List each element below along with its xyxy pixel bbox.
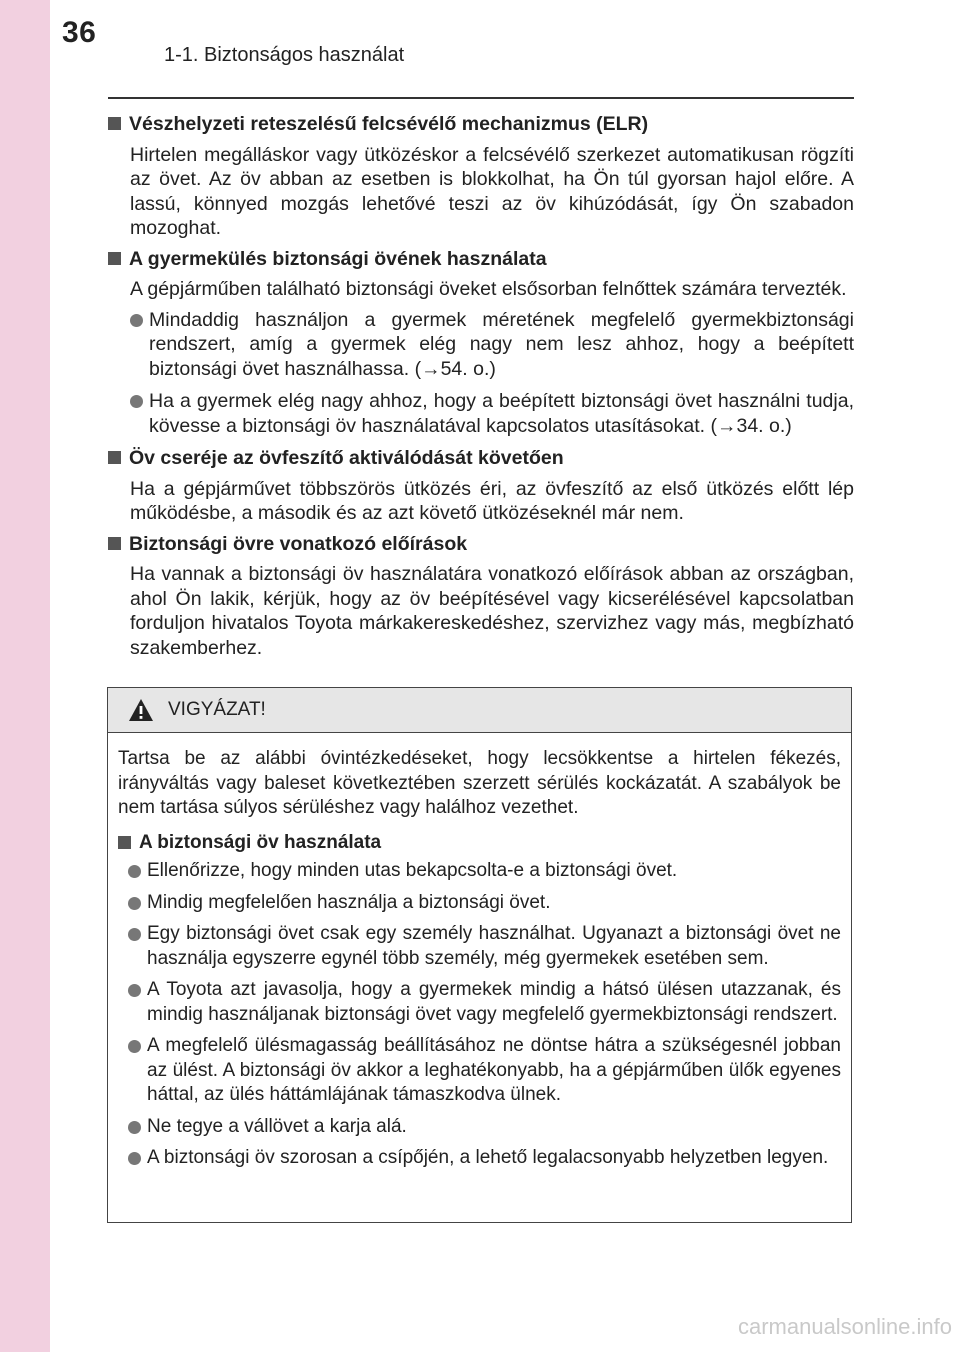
square-marker-icon	[108, 252, 121, 265]
square-marker-icon	[118, 836, 131, 849]
list-item	[130, 389, 854, 438]
square-marker-icon	[108, 117, 121, 130]
section-body: Ha a gépjárművet többszörös ütközés éri, az övfeszítő az első ütközés előtt lép működésbe, a második és az azt követő ütközéseknél már nem.	[130, 477, 854, 524]
list-item	[128, 891, 841, 916]
heading-text: A gyermekülés biztonsági övének használata	[129, 247, 547, 270]
section-heading	[108, 446, 854, 471]
section-body: Hirtelen megálláskor vagy ütközéskor a felcsévélő szerkezet automatikusan rögzíti az övet. Az öv abban az esetben is blokkolhat, ha Ön túl gyorsan hajol előre. A lassú, könnyed mozgás lehetővé teszi az öv kihúzódását, így Ön szabadon mozoghat.	[130, 143, 854, 239]
bullet-dot-icon	[130, 314, 143, 327]
section-heading	[108, 532, 854, 557]
section-heading	[108, 112, 854, 137]
list-item-text: Egy biztonsági övet csak egy személy használhat. Ugyanazt a biztonsági övet ne használja egyszerre egynél több személy, még gyermekek esetében sem.	[147, 923, 841, 969]
heading-text: A biztonsági öv használata	[139, 831, 382, 853]
list-item	[130, 308, 854, 382]
bullet-dot-icon	[130, 395, 143, 408]
list-item-text: A megfelelő ülésmagasság beállításához ne döntse hátra a szükségesnél jobban az ülést. A biztonsági öv akkor a leghatékonyabb, ha a gépjárműben ülők egyenes háttal, az ülés háttámlájának támaszkodva ülnek.	[147, 1035, 841, 1105]
bullet-dot-icon	[128, 1121, 141, 1134]
heading-text: Biztonsági övre vonatkozó előírások	[129, 532, 468, 555]
main-content	[108, 112, 854, 666]
bullet-dot-icon	[128, 1040, 141, 1053]
header-rule	[108, 97, 854, 99]
bullet-dot-icon	[128, 928, 141, 941]
warning-header	[108, 688, 851, 733]
list-item	[128, 1146, 841, 1171]
list-item	[128, 922, 841, 971]
list-item-text: Ne tegye a vállövet a karja alá.	[147, 1115, 407, 1137]
list-item-text: A biztonsági öv szorosan a csípőjén, a lehető legalacsonyabb helyzetben legyen.	[147, 1147, 829, 1168]
list-item-text: Ha a gyermek elég nagy ahhoz, hogy a beépített biztonsági övet használni tudja, kövesse a biztonsági öv használatával kapcsolatos utasításokat. (→34. o.)	[149, 390, 854, 437]
bullet-dot-icon	[128, 1152, 141, 1165]
warning-triangle-icon	[128, 698, 154, 722]
list-item	[128, 1115, 841, 1140]
watermark: carmanualsonline.info	[737, 1314, 952, 1339]
bullet-dot-icon	[128, 984, 141, 997]
list-item-text: Mindig megfelelően használja a biztonsági övet.	[147, 891, 551, 913]
warning-heading	[118, 831, 841, 856]
list-item-text: Ellenőrizze, hogy minden utas bekapcsolta-e a biztonsági övet.	[147, 860, 678, 881]
list-item	[128, 978, 841, 1027]
heading-text: Vészhelyzeti reteszelésű felcsévélő mechanizmus (ELR)	[129, 113, 649, 135]
bullet-dot-icon	[128, 897, 141, 910]
section-body: Ha vannak a biztonsági öv használatára vonatkozó előírások abban az országban, ahol Ön lakik, kérjük, hogy az öv beépítésével vagy kicserélésével kapcsolatban forduljon hivatalos Toyota márkakereskedéshez, szervizhez vagy más, megbízható szakemberhez.	[130, 563, 854, 659]
list-item-text: A Toyota azt javasolja, hogy a gyermekek mindig a hátsó ülésen utazzanak, és mindig használjanak biztonsági övet vagy megfelelő gyermekbiztonsági rendszert.	[147, 979, 841, 1025]
page-number: 36	[62, 16, 97, 49]
warning-title: VIGYÁZAT!	[168, 699, 266, 720]
section-title: 1-1. Biztonságos használat	[164, 44, 405, 66]
heading-text: Öv cseréje az övfeszítő aktiválódását követően	[129, 447, 564, 469]
list-item	[128, 859, 841, 884]
warning-intro: Tartsa be az alábbi óvintézkedéseket, hogy lecsökkentse a hirtelen fékezés, irányváltás vagy baleset következtében szerzett sérülés kockázatát. A szabályok be nem tartása súlyos sérüléshez vagy halálhoz vezethet.	[118, 748, 841, 818]
warning-body	[108, 733, 851, 1171]
square-marker-icon	[108, 451, 121, 464]
section-heading	[108, 247, 854, 272]
side-color-bar	[0, 0, 50, 1352]
section-body: A gépjárműben található biztonsági öveket elsősorban felnőttek számára tervezték.	[130, 278, 847, 300]
list-item-text: Mindaddig használjon a gyermek méretének megfelelő gyermekbiztonsági rendszert, amíg a gyermek elég nagy nem lesz ahhoz, hogy a beépített biztonsági övet használhassa. (→54. o.)	[149, 308, 854, 380]
warning-box	[107, 687, 852, 1223]
square-marker-icon	[108, 537, 121, 550]
bullet-dot-icon	[128, 865, 141, 878]
list-item	[128, 1034, 841, 1108]
